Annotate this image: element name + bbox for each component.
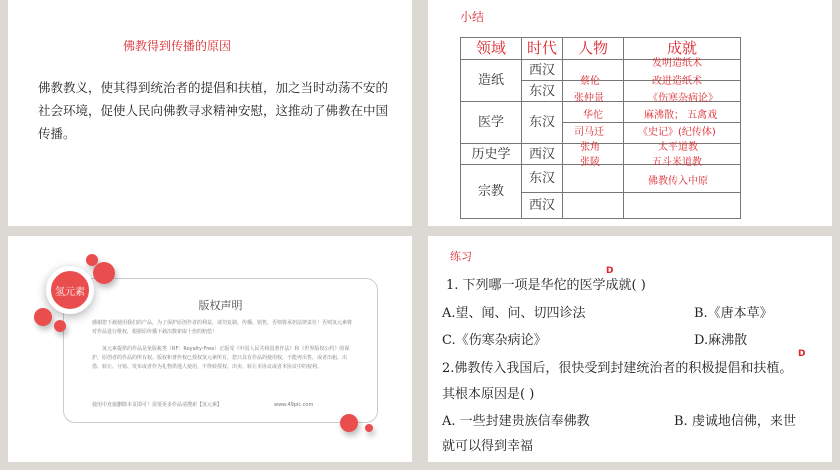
person: 张陵 [580,157,600,168]
cell: 西汉 [522,144,563,165]
cell: 宗教 [461,165,522,219]
person: 张角 [580,142,600,153]
question-1: 1. 下列哪一项是华佗的医学成就( ) [446,278,646,293]
cell: 造纸 [461,60,522,102]
option: A. 一些封建贵族信奉佛教 [442,414,590,429]
col-header: 领域 [461,38,522,60]
cell: 东汉 [522,102,563,144]
person: 张仲景 [574,93,604,104]
option: B. 虔诚地信佛，来世 [674,414,796,429]
cell: 历史学 [461,144,522,165]
achievement: 改进造纸术 [652,76,702,87]
slide-4[interactable] [428,236,832,462]
slide-title: 佛教得到传播的原因 [123,39,232,53]
logo-badge: 氢元素 [46,266,94,314]
achievement: 《伤寒杂病论》 [648,93,718,104]
slide-heading: 练习 [450,250,472,263]
slide-body: 佛教教义，使其得到统治者的提倡和扶植，加之当时动荡不安的社会环境，促使人民向佛教寻求精神安慰，这推动了佛教在中国传播。 [38,80,389,141]
person: 华佗 [583,110,603,121]
col-header: 时代 [522,38,563,60]
slide-2[interactable] [428,0,832,226]
cell: 医学 [461,102,522,144]
decor-dot [54,320,66,332]
answer-mark: D [606,266,614,276]
person: 司马迁 [574,127,604,138]
achievement: 佛教传入中原 [648,176,708,187]
decor-dot [340,414,358,432]
option: D.麻沸散 [694,333,748,348]
cell: 东汉 [522,165,563,193]
answer-mark: D [798,349,806,359]
question-2-line2: 其根本原因是( ) [442,387,535,402]
copyright-paragraph: 感谢您下载使用我们的产品，为了保护原创作者的利益，请勿复制、传播、销售，否则将承担法律责任！否则氢元素将对作品进行维权，根据原传播下载次数索取十倍的赔偿！ [92,320,353,335]
decor-dot [365,424,373,432]
copyright-title: 版权声明 [198,299,243,312]
option-continued: 就可以得到幸福 [442,439,534,454]
col-header: 人物 [563,38,624,60]
option: B.《唐本草》 [694,306,773,321]
decor-dot [93,262,115,284]
slide-heading: 小结 [460,10,485,24]
achievement: 太平道教 [658,142,698,153]
decor-dot [34,308,52,326]
website-link[interactable]: www.49pic.com [274,402,314,408]
person: 蔡伦 [580,76,600,87]
option: C.《伤寒杂病论》 [442,333,547,348]
slide-1[interactable] [8,0,412,226]
cell: 西汉 [522,60,563,81]
question-2: 2.佛教传入我国后，很快受到封建统治者的积极提倡和扶植。 [442,361,793,376]
cell: 西汉 [522,193,563,219]
achievement: 发明造纸术 [652,58,702,69]
copyright-card [63,278,378,423]
copyright-footer: 使用中直接删除本页即可！需要更多作品请搜索【氢元素】 [92,402,223,408]
slide-3[interactable] [8,236,412,462]
cell: 东汉 [522,81,563,102]
achievement: 五斗米道教 [652,157,702,168]
copyright-paragraph: 氢元素提供的作品是免版税类（RF：Royalty-Free）正版受《中国人民共和国著作法》和《世界版权公约》的保护，原创者的作品的所有权、版权和著作权已授权氢元素所有，您只具有作品的使用权，不能再出售，或者出租、出借、转让、分销、发布或者作为礼物供他人使用，不得转授权、出卖、转让本协议或者本协议中的权利。 [92,346,350,370]
col-header: 成就 [624,38,741,60]
achievement: 《史记》(纪传体) [638,127,716,138]
achievement: 麻沸散； 五禽戏 [644,110,718,121]
option: A.望、闻、问、切四诊法 [442,306,586,321]
